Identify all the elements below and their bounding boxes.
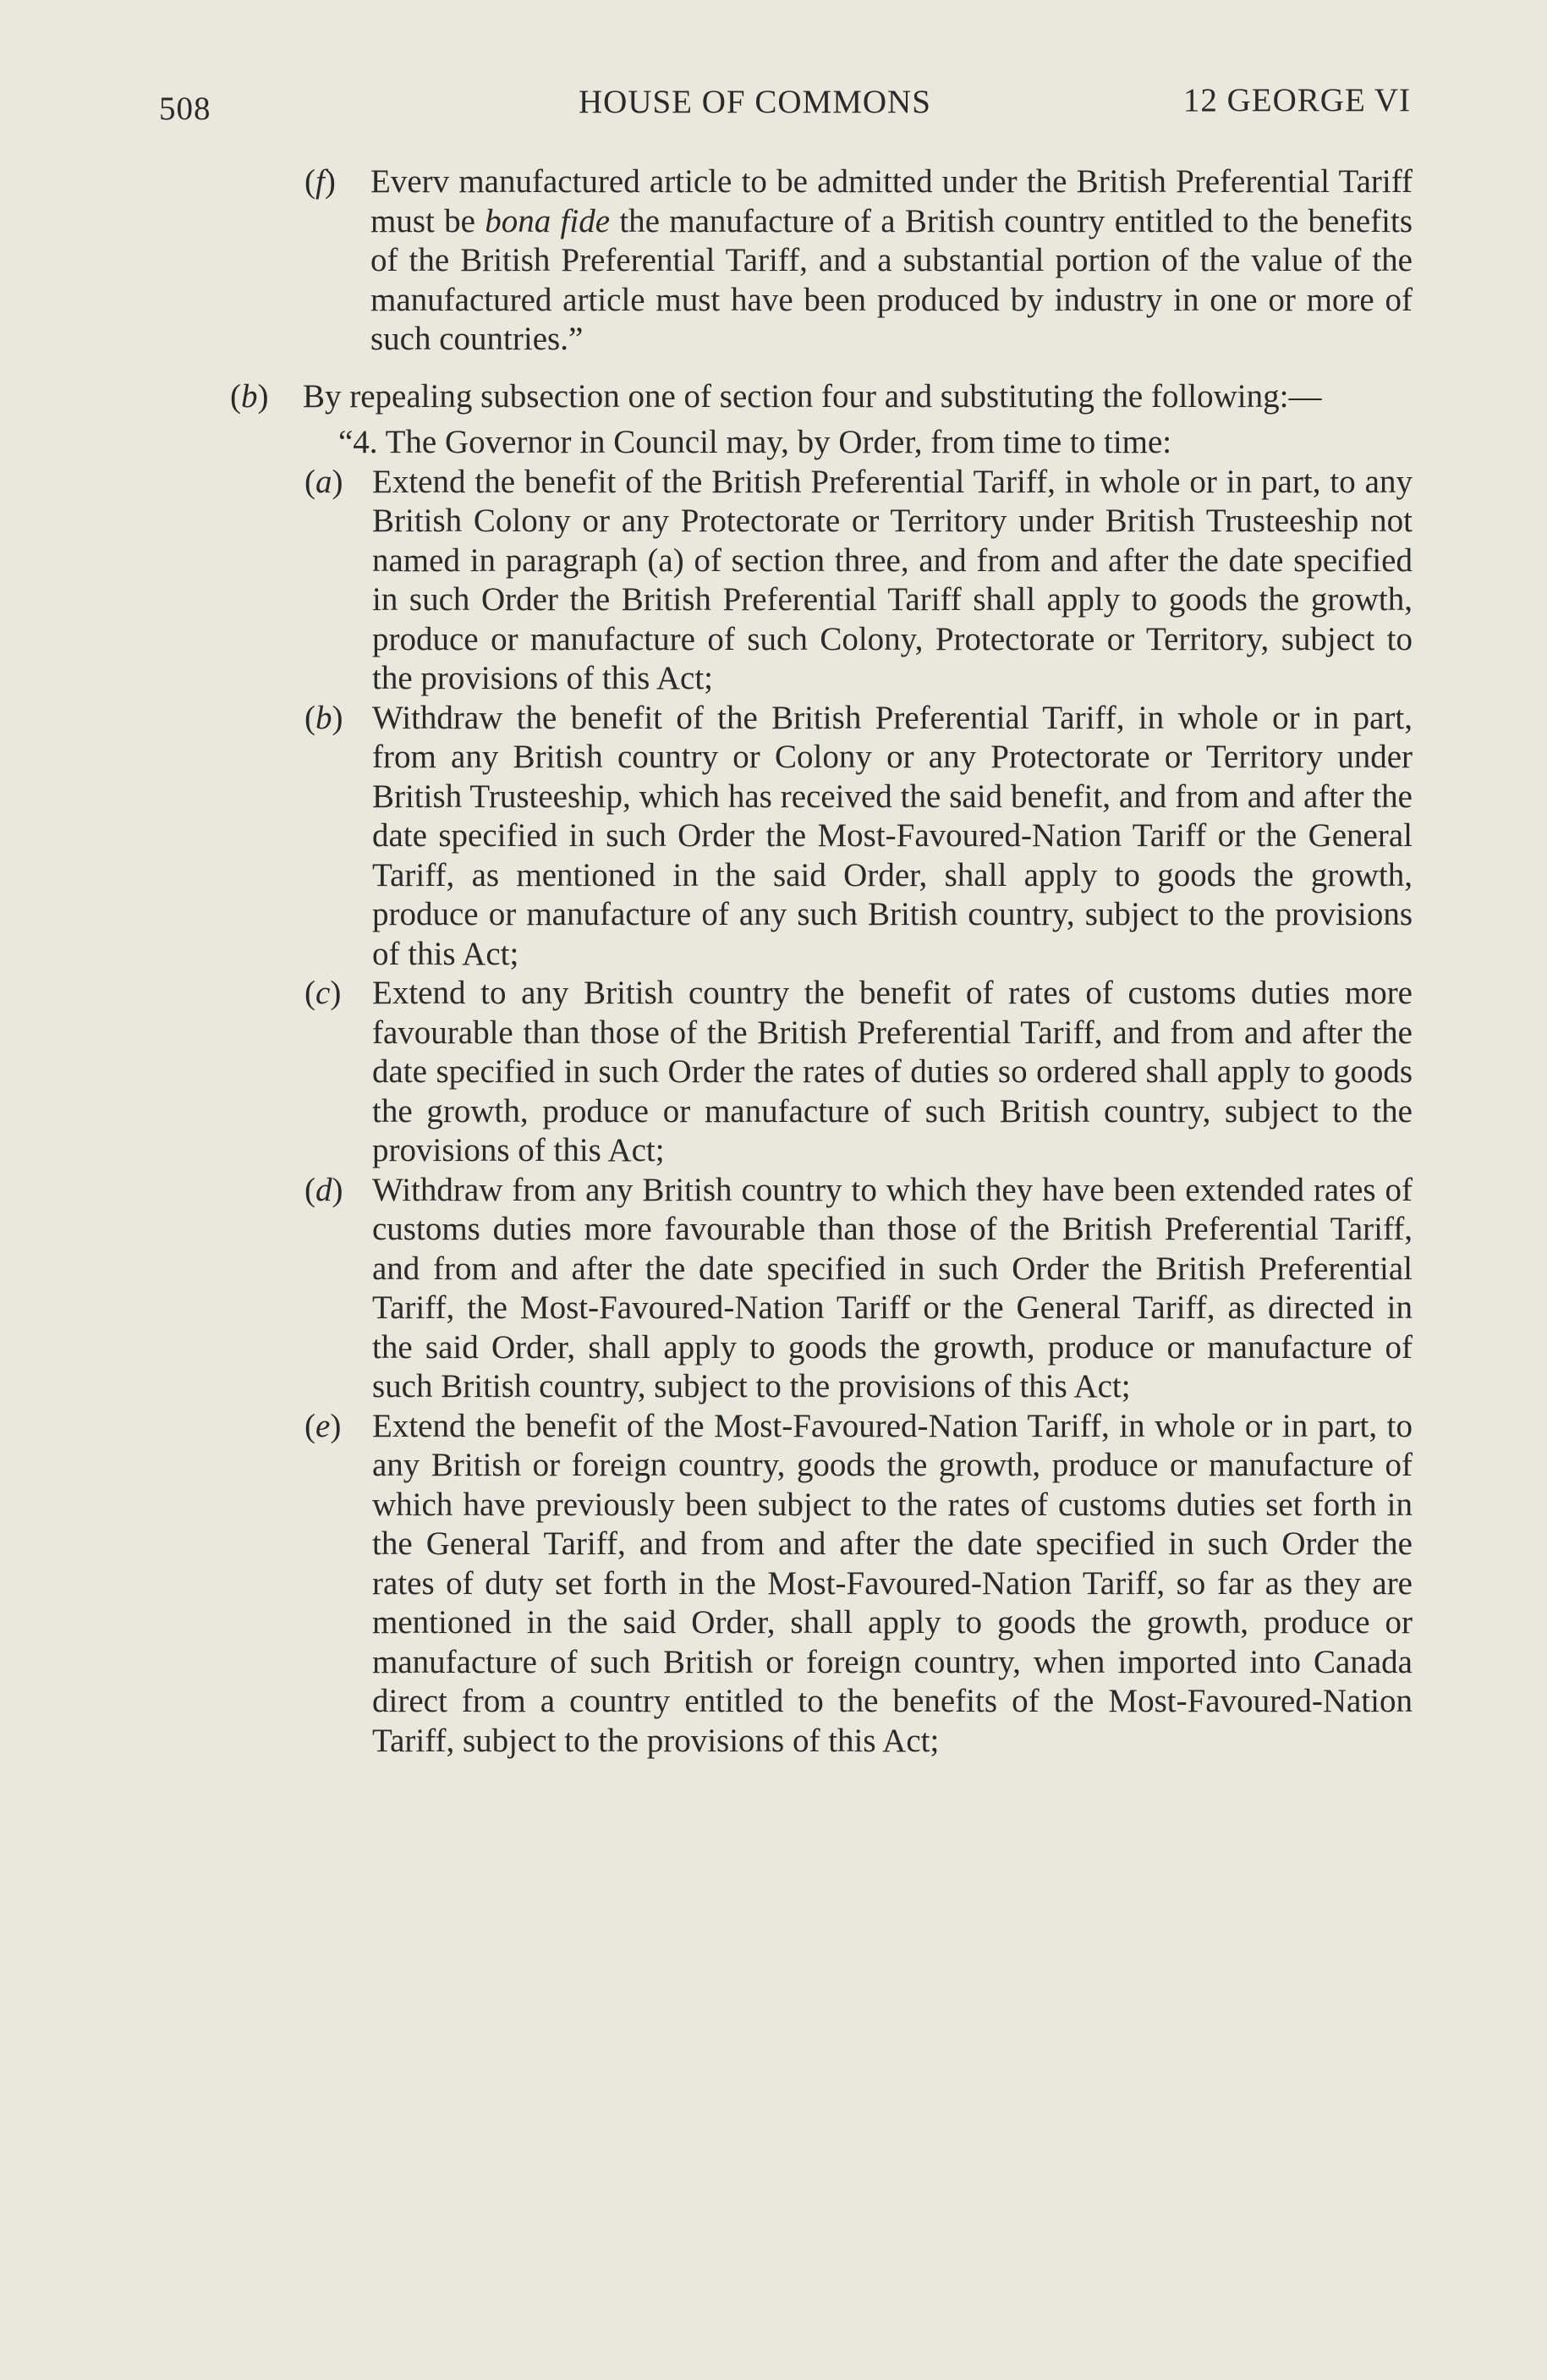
sub-item-text: Extend to any British country the benefit of rates of customs duties more favourable than those of the British Preferential Tariff, and from and after the date specified in such Order the rates of duties so ordered shall apply to goods the growth, produce or manufacture of such British country, subject to the provisions of this Act; bbox=[372, 975, 1413, 1168]
section-text: “4. The Governor in Council may, by Order, from time to time: bbox=[338, 424, 1172, 460]
paragraph-f bbox=[304, 162, 1413, 360]
paragraph-marker: (b) bbox=[230, 377, 269, 415]
sub-item-text: Withdraw from any British country to which they have been extended rates of customs duties more favourable than those of the British Preferential Tariff, and from and after the date specified in such Order the British Preferential Tariff, the Most-Favoured-Nation Tariff or the General Tariff, as directed in the said Order, shall apply to goods the growth, produce or manufacture of such British country, subject to the provisions of this Act; bbox=[372, 1171, 1413, 1404]
page-number: 508 bbox=[159, 91, 211, 127]
paragraph-text: Everv manufactured article to be admitted under the British Preferential Tariff must be bona fide the manufacture of a British country entitled to the benefits of the British Preferential Tariff, and a substantial portion of the value of the manufactured article must have been produced by industry in one or more of such countries.” bbox=[370, 163, 1413, 357]
regnal-year: 12 GEORGE VI bbox=[1182, 82, 1411, 118]
sub-item-marker: (a) bbox=[304, 463, 343, 500]
sub-item-marker: (e) bbox=[304, 1407, 342, 1444]
paragraph-text: By repealing subsection one of section four and substituting the following:— bbox=[303, 377, 1322, 415]
sub-item-marker: (c) bbox=[304, 975, 342, 1011]
sub-item-b bbox=[304, 699, 1413, 975]
sub-item-c bbox=[304, 974, 1413, 1171]
section-4-intro bbox=[338, 423, 1413, 463]
statute-text bbox=[228, 162, 1413, 1761]
paragraph-b bbox=[230, 377, 1413, 417]
sub-item-text: Extend the benefit of the British Preferential Tariff, in whole or in part, to any British Colony or any Protectorate or Territory under British Trusteeship not named in paragraph (a) of section three, and from and after the date specified in such Order the British Preferential Tariff shall apply to goods the growth, produce or manufacture of such Colony, Protectorate or Territory, subject to the provisions of this Act; bbox=[372, 463, 1413, 696]
sub-item-marker: (d) bbox=[304, 1171, 343, 1208]
sub-item-text: Withdraw the benefit of the British Preferential Tariff, in whole or in part, from any British country or Colony or any Protectorate or Territory under British Trusteeship, which has received the said benefit, and from and after the date specified in such Order the Most-Favoured-Nation Tariff or the General Tariff, as mentioned in the said Order, shall apply to goods the growth, produce or manufacture of any such British country, subject to the provisions of this Act; bbox=[372, 699, 1413, 972]
sub-item-a bbox=[304, 463, 1413, 699]
sub-item-e bbox=[304, 1407, 1413, 1762]
paragraph-marker: (f) bbox=[304, 163, 336, 200]
sub-item-text: Extend the benefit of the Most-Favoured-Nation Tariff, in whole or in part, to any British or foreign country, goods the growth, produce or manufacture of which have previously been subject to the rates of customs duties set forth in the General Tariff, and from and after the date specified in such Order the rates of duty set forth in the Most-Favoured-Nation Tariff, so far as they are mentioned in the said Order, shall apply to goods the growth, produce or manufacture of such British or foreign country, when imported into Canada direct from a country entitled to the benefits of the Most-Favoured-Nation Tariff, subject to the provisions of this Act; bbox=[372, 1407, 1413, 1759]
running-head bbox=[159, 78, 1411, 129]
sub-item-marker: (b) bbox=[304, 699, 343, 736]
sub-item-d bbox=[304, 1171, 1413, 1407]
chamber-title: HOUSE OF COMMONS bbox=[579, 84, 931, 120]
